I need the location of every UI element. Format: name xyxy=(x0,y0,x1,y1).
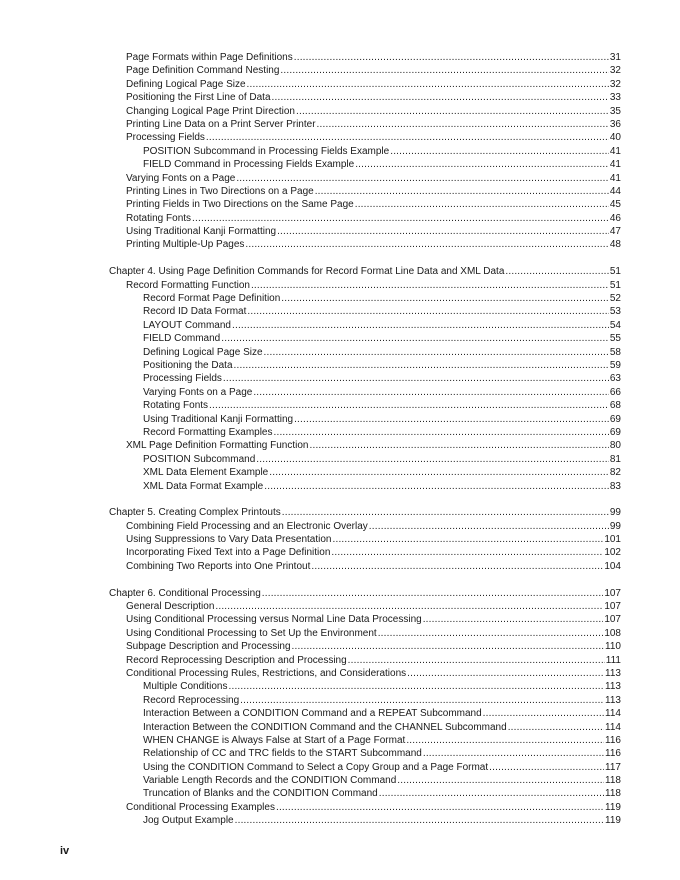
toc-entry-title: Changing Logical Page Print Direction xyxy=(126,105,295,117)
toc-entry-page: 44 xyxy=(609,185,621,197)
toc-entry-page: 117 xyxy=(605,761,621,773)
toc-entry-page: 41 xyxy=(609,172,621,184)
toc-dot-leader xyxy=(192,212,609,225)
toc-entry-page: 114 xyxy=(605,708,621,720)
toc-dot-leader xyxy=(379,787,604,800)
toc-entry-title: Positioning the First Line of Data xyxy=(126,92,271,104)
toc-dot-leader xyxy=(223,372,609,385)
toc-dot-leader xyxy=(274,426,609,439)
toc-entry-title: Record Reprocessing xyxy=(143,694,240,706)
toc-dot-leader xyxy=(407,667,604,680)
toc-entry-title: Multiple Conditions xyxy=(143,681,228,693)
toc-entry-title: XML Data Element Example xyxy=(143,467,269,479)
toc-entry-title: Using Conditional Processing versus Normal Line Data Processing xyxy=(126,614,422,626)
toc-entry-title: Record ID Data Format xyxy=(143,306,247,318)
toc-entry[interactable] xyxy=(109,185,621,198)
toc-entry-title: Truncation of Blanks and the CONDITION Command xyxy=(143,788,378,800)
toc-entry-title: Record Formatting Function xyxy=(126,279,250,291)
toc-entry-page: 40 xyxy=(609,132,621,144)
toc-entry[interactable] xyxy=(109,560,621,573)
toc-entry-title: Record Reprocessing Description and Processing xyxy=(126,654,347,666)
toc-dot-leader xyxy=(280,64,608,77)
toc-dot-leader xyxy=(206,131,609,144)
toc-dot-leader xyxy=(251,279,609,292)
toc-entry-page: 69 xyxy=(609,413,621,425)
toc-dot-leader xyxy=(355,198,609,211)
toc-entry-title: Interaction Between the CONDITION Command and the CHANNEL Subcommand xyxy=(143,721,507,733)
toc-entry-page: 113 xyxy=(605,667,621,679)
toc-entry-title: WHEN CHANGE is Always False at Start of a Page Format xyxy=(143,734,406,746)
toc-entry-page: 116 xyxy=(605,748,621,760)
toc-dot-leader xyxy=(277,225,609,238)
toc-dot-leader xyxy=(262,587,604,600)
toc-entry[interactable] xyxy=(109,546,621,559)
toc-entry[interactable] xyxy=(109,238,621,251)
toc-entry[interactable] xyxy=(109,158,621,171)
toc-dot-leader xyxy=(253,386,609,399)
toc-entry-page: 111 xyxy=(605,654,621,666)
toc-entry[interactable] xyxy=(109,225,621,238)
toc-entry-title: POSITION Subcommand in Processing Fields Example xyxy=(143,145,390,157)
toc-dot-leader xyxy=(489,761,604,774)
toc-dot-leader xyxy=(236,172,609,185)
toc-dot-leader xyxy=(264,346,609,359)
toc-entry[interactable] xyxy=(109,801,621,814)
toc-entry[interactable] xyxy=(109,734,621,747)
toc-dot-leader xyxy=(281,292,609,305)
toc-dot-leader xyxy=(240,694,604,707)
toc-entry-page: 81 xyxy=(609,453,621,465)
toc-entry-title: Record Formatting Examples xyxy=(143,426,273,438)
toc-entry[interactable] xyxy=(109,292,621,305)
toc-entry-page: 53 xyxy=(609,306,621,318)
toc-entry[interactable] xyxy=(109,640,621,653)
toc-entry-page: 59 xyxy=(609,359,621,371)
toc-entry-page: 68 xyxy=(609,400,621,412)
toc-entry-page: 102 xyxy=(604,547,621,559)
toc-entry-page: 35 xyxy=(609,105,621,117)
toc-entry[interactable] xyxy=(109,346,621,359)
toc-entry-page: 33 xyxy=(609,92,621,104)
toc-entry[interactable] xyxy=(109,654,621,667)
toc-entry-page: 48 xyxy=(609,239,621,251)
toc-entry-title: FIELD Command xyxy=(143,333,221,345)
toc-entry[interactable] xyxy=(109,439,621,452)
toc-dot-leader xyxy=(229,680,605,693)
toc-entry[interactable] xyxy=(109,198,621,211)
toc-dot-leader xyxy=(234,359,609,372)
toc-entry-title: Subpage Description and Processing xyxy=(126,641,291,653)
toc-entry-page: 114 xyxy=(605,721,621,733)
toc-entry[interactable] xyxy=(109,372,621,385)
toc-entry-title: Varying Fonts on a Page xyxy=(126,172,236,184)
toc-dot-leader xyxy=(235,814,604,827)
toc-entry-page: 46 xyxy=(609,212,621,224)
toc-dot-leader xyxy=(269,466,609,479)
toc-dot-leader xyxy=(397,774,604,787)
toc-dot-leader xyxy=(483,707,604,720)
toc-entry[interactable] xyxy=(109,78,621,91)
toc-dot-leader xyxy=(378,627,604,640)
toc-dot-leader xyxy=(505,265,608,278)
toc-entry[interactable] xyxy=(109,279,621,292)
toc-dot-leader xyxy=(256,453,609,466)
toc-entry-page: 51 xyxy=(609,266,621,278)
toc-entry-page: 113 xyxy=(605,694,621,706)
toc-entry-page: 99 xyxy=(609,520,621,532)
toc-dot-leader xyxy=(390,145,609,158)
toc-entry-page: 101 xyxy=(604,534,621,546)
toc-chapter-entry[interactable] xyxy=(109,506,621,519)
toc-dot-leader xyxy=(232,319,609,332)
toc-entry[interactable] xyxy=(109,413,621,426)
toc-dot-leader xyxy=(331,546,603,559)
toc-dot-leader xyxy=(423,747,604,760)
toc-entry-page: 32 xyxy=(609,78,621,90)
toc-entry[interactable] xyxy=(109,694,621,707)
toc-entry-page: 52 xyxy=(609,293,621,305)
toc-entry[interactable] xyxy=(109,774,621,787)
toc-entry[interactable] xyxy=(109,667,621,680)
toc-entry-title: Using Conditional Processing to Set Up the Environment xyxy=(126,627,377,639)
toc-dot-leader xyxy=(315,185,609,198)
toc-entry[interactable] xyxy=(109,453,621,466)
toc-entry-page: 69 xyxy=(609,426,621,438)
toc-entry-page: 119 xyxy=(605,801,621,813)
toc-dot-leader xyxy=(294,51,609,64)
toc-entry-page: 83 xyxy=(609,480,621,492)
toc-entry[interactable] xyxy=(109,64,621,77)
toc-entry-title: General Description xyxy=(126,601,215,613)
toc-entry[interactable] xyxy=(109,105,621,118)
toc-dot-leader xyxy=(221,332,609,345)
toc-entry-title: Combining Field Processing and an Electronic Overlay xyxy=(126,520,368,532)
toc-dot-leader xyxy=(247,78,609,91)
toc-entry-title: Defining Logical Page Size xyxy=(126,78,246,90)
toc-dot-leader xyxy=(264,480,609,493)
toc-entry[interactable] xyxy=(109,359,621,372)
page-number: iv xyxy=(60,845,70,857)
toc-entry[interactable] xyxy=(109,118,621,131)
toc-entry-title: Using Traditional Kanji Formatting xyxy=(126,226,277,238)
toc-entry-title: Chapter 5. Creating Complex Printouts xyxy=(109,507,281,519)
toc-dot-leader xyxy=(296,105,609,118)
toc-entry[interactable] xyxy=(109,520,621,533)
toc-entry[interactable] xyxy=(109,131,621,144)
toc-entry-title: Using the CONDITION Command to Select a Copy Group and a Page Format xyxy=(143,761,489,773)
toc-entry[interactable] xyxy=(109,332,621,345)
toc-entry-page: 107 xyxy=(604,601,621,613)
toc-dot-leader xyxy=(294,413,609,426)
toc-entry[interactable] xyxy=(109,721,621,734)
toc-entry-title: Page Definition Command Nesting xyxy=(126,65,280,77)
toc-dot-leader xyxy=(369,520,609,533)
toc-entry-page: 118 xyxy=(605,775,621,787)
toc-entry-page: 66 xyxy=(609,386,621,398)
toc-entry-title: FIELD Command in Processing Fields Example xyxy=(143,159,355,171)
toc-entry-title: Record Format Page Definition xyxy=(143,293,281,305)
toc-dot-leader xyxy=(245,238,608,251)
toc-entry-title: Conditional Processing Examples xyxy=(126,801,275,813)
toc-entry-title: Using Traditional Kanji Formatting xyxy=(143,413,294,425)
toc-entry-page: 54 xyxy=(609,319,621,331)
toc-entry-title: Rotating Fonts xyxy=(126,212,192,224)
toc-entry[interactable] xyxy=(109,680,621,693)
toc-entry[interactable] xyxy=(109,533,621,546)
toc-entry-title: Printing Line Data on a Print Server Printer xyxy=(126,118,316,130)
toc-entry[interactable] xyxy=(109,747,621,760)
toc-entry-title: Processing Fields xyxy=(126,132,205,144)
toc-entry-title: Variable Length Records and the CONDITION Command xyxy=(143,775,397,787)
toc-dot-leader xyxy=(423,613,604,626)
toc-dot-leader xyxy=(317,118,609,131)
toc-entry[interactable] xyxy=(109,814,621,827)
toc-entry-title: Positioning the Data xyxy=(143,359,233,371)
toc-entry-title: Varying Fonts on a Page xyxy=(143,386,253,398)
table-of-contents xyxy=(109,51,621,828)
toc-entry[interactable] xyxy=(109,319,621,332)
toc-entry[interactable] xyxy=(109,172,621,185)
toc-entry-title: Using Suppressions to Vary Data Presentation xyxy=(126,534,332,546)
toc-entry[interactable] xyxy=(109,707,621,720)
toc-entry-page: 113 xyxy=(605,681,621,693)
toc-entry[interactable] xyxy=(109,761,621,774)
toc-entry-page: 104 xyxy=(604,560,621,572)
toc-entry-title: Printing Multiple-Up Pages xyxy=(126,239,245,251)
toc-entry[interactable] xyxy=(109,613,621,626)
toc-entry-page: 47 xyxy=(609,226,621,238)
toc-entry[interactable] xyxy=(109,399,621,412)
toc-entry[interactable] xyxy=(109,386,621,399)
toc-entry[interactable] xyxy=(109,480,621,493)
toc-entry-page: 41 xyxy=(609,159,621,171)
toc-dot-leader xyxy=(247,305,609,318)
toc-entry-title: Processing Fields xyxy=(143,373,222,385)
toc-entry-title: Incorporating Fixed Text into a Page Definition xyxy=(126,547,331,559)
toc-entry-page: 55 xyxy=(609,333,621,345)
toc-entry-page: 108 xyxy=(604,627,621,639)
toc-dot-leader xyxy=(406,734,604,747)
toc-entry-page: 107 xyxy=(604,587,621,599)
toc-entry-page: 118 xyxy=(605,788,621,800)
toc-entry-title: LAYOUT Command xyxy=(143,319,231,331)
toc-entry-title: Conditional Processing Rules, Restrictions, and Considerations xyxy=(126,667,407,679)
toc-entry[interactable] xyxy=(109,627,621,640)
toc-dot-leader xyxy=(292,640,605,653)
toc-entry[interactable] xyxy=(109,51,621,64)
toc-dot-leader xyxy=(348,654,605,667)
toc-entry-title: Jog Output Example xyxy=(143,815,234,827)
toc-entry-title: XML Page Definition Formatting Function xyxy=(126,440,309,452)
toc-entry-page: 119 xyxy=(605,815,621,827)
toc-entry[interactable] xyxy=(109,787,621,800)
toc-dot-leader xyxy=(508,721,604,734)
toc-dot-leader xyxy=(272,91,609,104)
toc-dot-leader xyxy=(209,399,609,412)
toc-entry[interactable] xyxy=(109,305,621,318)
toc-entry-page: 45 xyxy=(609,199,621,211)
toc-entry[interactable] xyxy=(109,91,621,104)
toc-entry-title: Chapter 6. Conditional Processing xyxy=(109,587,261,599)
toc-entry-title: Chapter 4. Using Page Definition Commands for Record Format Line Data and XML Data xyxy=(109,266,505,278)
toc-entry-page: 58 xyxy=(609,346,621,358)
toc-dot-leader xyxy=(282,506,609,519)
toc-entry-title: POSITION Subcommand xyxy=(143,453,256,465)
toc-dot-leader xyxy=(311,560,603,573)
toc-entry[interactable] xyxy=(109,145,621,158)
toc-entry-title: Relationship of CC and TRC fields to the START Subcommand xyxy=(143,748,422,760)
toc-entry-title: Combining Two Reports into One Printout xyxy=(126,560,311,572)
toc-entry-title: Printing Fields in Two Directions on the Same Page xyxy=(126,199,354,211)
toc-chapter-entry[interactable] xyxy=(109,587,621,600)
toc-entry[interactable] xyxy=(109,466,621,479)
toc-entry-title: Printing Lines in Two Directions on a Page xyxy=(126,185,314,197)
toc-entry[interactable] xyxy=(109,212,621,225)
toc-entry-title: Defining Logical Page Size xyxy=(143,346,263,358)
toc-dot-leader xyxy=(355,158,609,171)
toc-entry-title: Rotating Fonts xyxy=(143,400,209,412)
toc-entry-page: 36 xyxy=(609,118,621,130)
toc-entry-page: 80 xyxy=(609,440,621,452)
toc-entry-page: 41 xyxy=(609,145,621,157)
toc-entry-title: XML Data Format Example xyxy=(143,480,264,492)
toc-entry[interactable] xyxy=(109,426,621,439)
toc-entry-title: Interaction Between a CONDITION Command and a REPEAT Subcommand xyxy=(143,708,482,720)
toc-entry[interactable] xyxy=(109,600,621,613)
toc-entry-page: 51 xyxy=(609,279,621,291)
toc-entry-page: 31 xyxy=(609,52,621,63)
toc-entry-page: 99 xyxy=(609,507,621,519)
toc-dot-leader xyxy=(215,600,603,613)
toc-dot-leader xyxy=(332,533,603,546)
toc-chapter-entry[interactable] xyxy=(109,265,621,278)
toc-entry-page: 32 xyxy=(609,65,621,77)
toc-entry-page: 116 xyxy=(605,734,621,746)
toc-entry-title: Page Formats within Page Definitions xyxy=(126,52,293,63)
toc-entry-page: 82 xyxy=(609,467,621,479)
toc-entry-page: 63 xyxy=(609,373,621,385)
toc-dot-leader xyxy=(276,801,604,814)
toc-entry-page: 110 xyxy=(605,641,621,653)
toc-entry-page: 107 xyxy=(604,614,621,626)
toc-dot-leader xyxy=(310,439,609,452)
